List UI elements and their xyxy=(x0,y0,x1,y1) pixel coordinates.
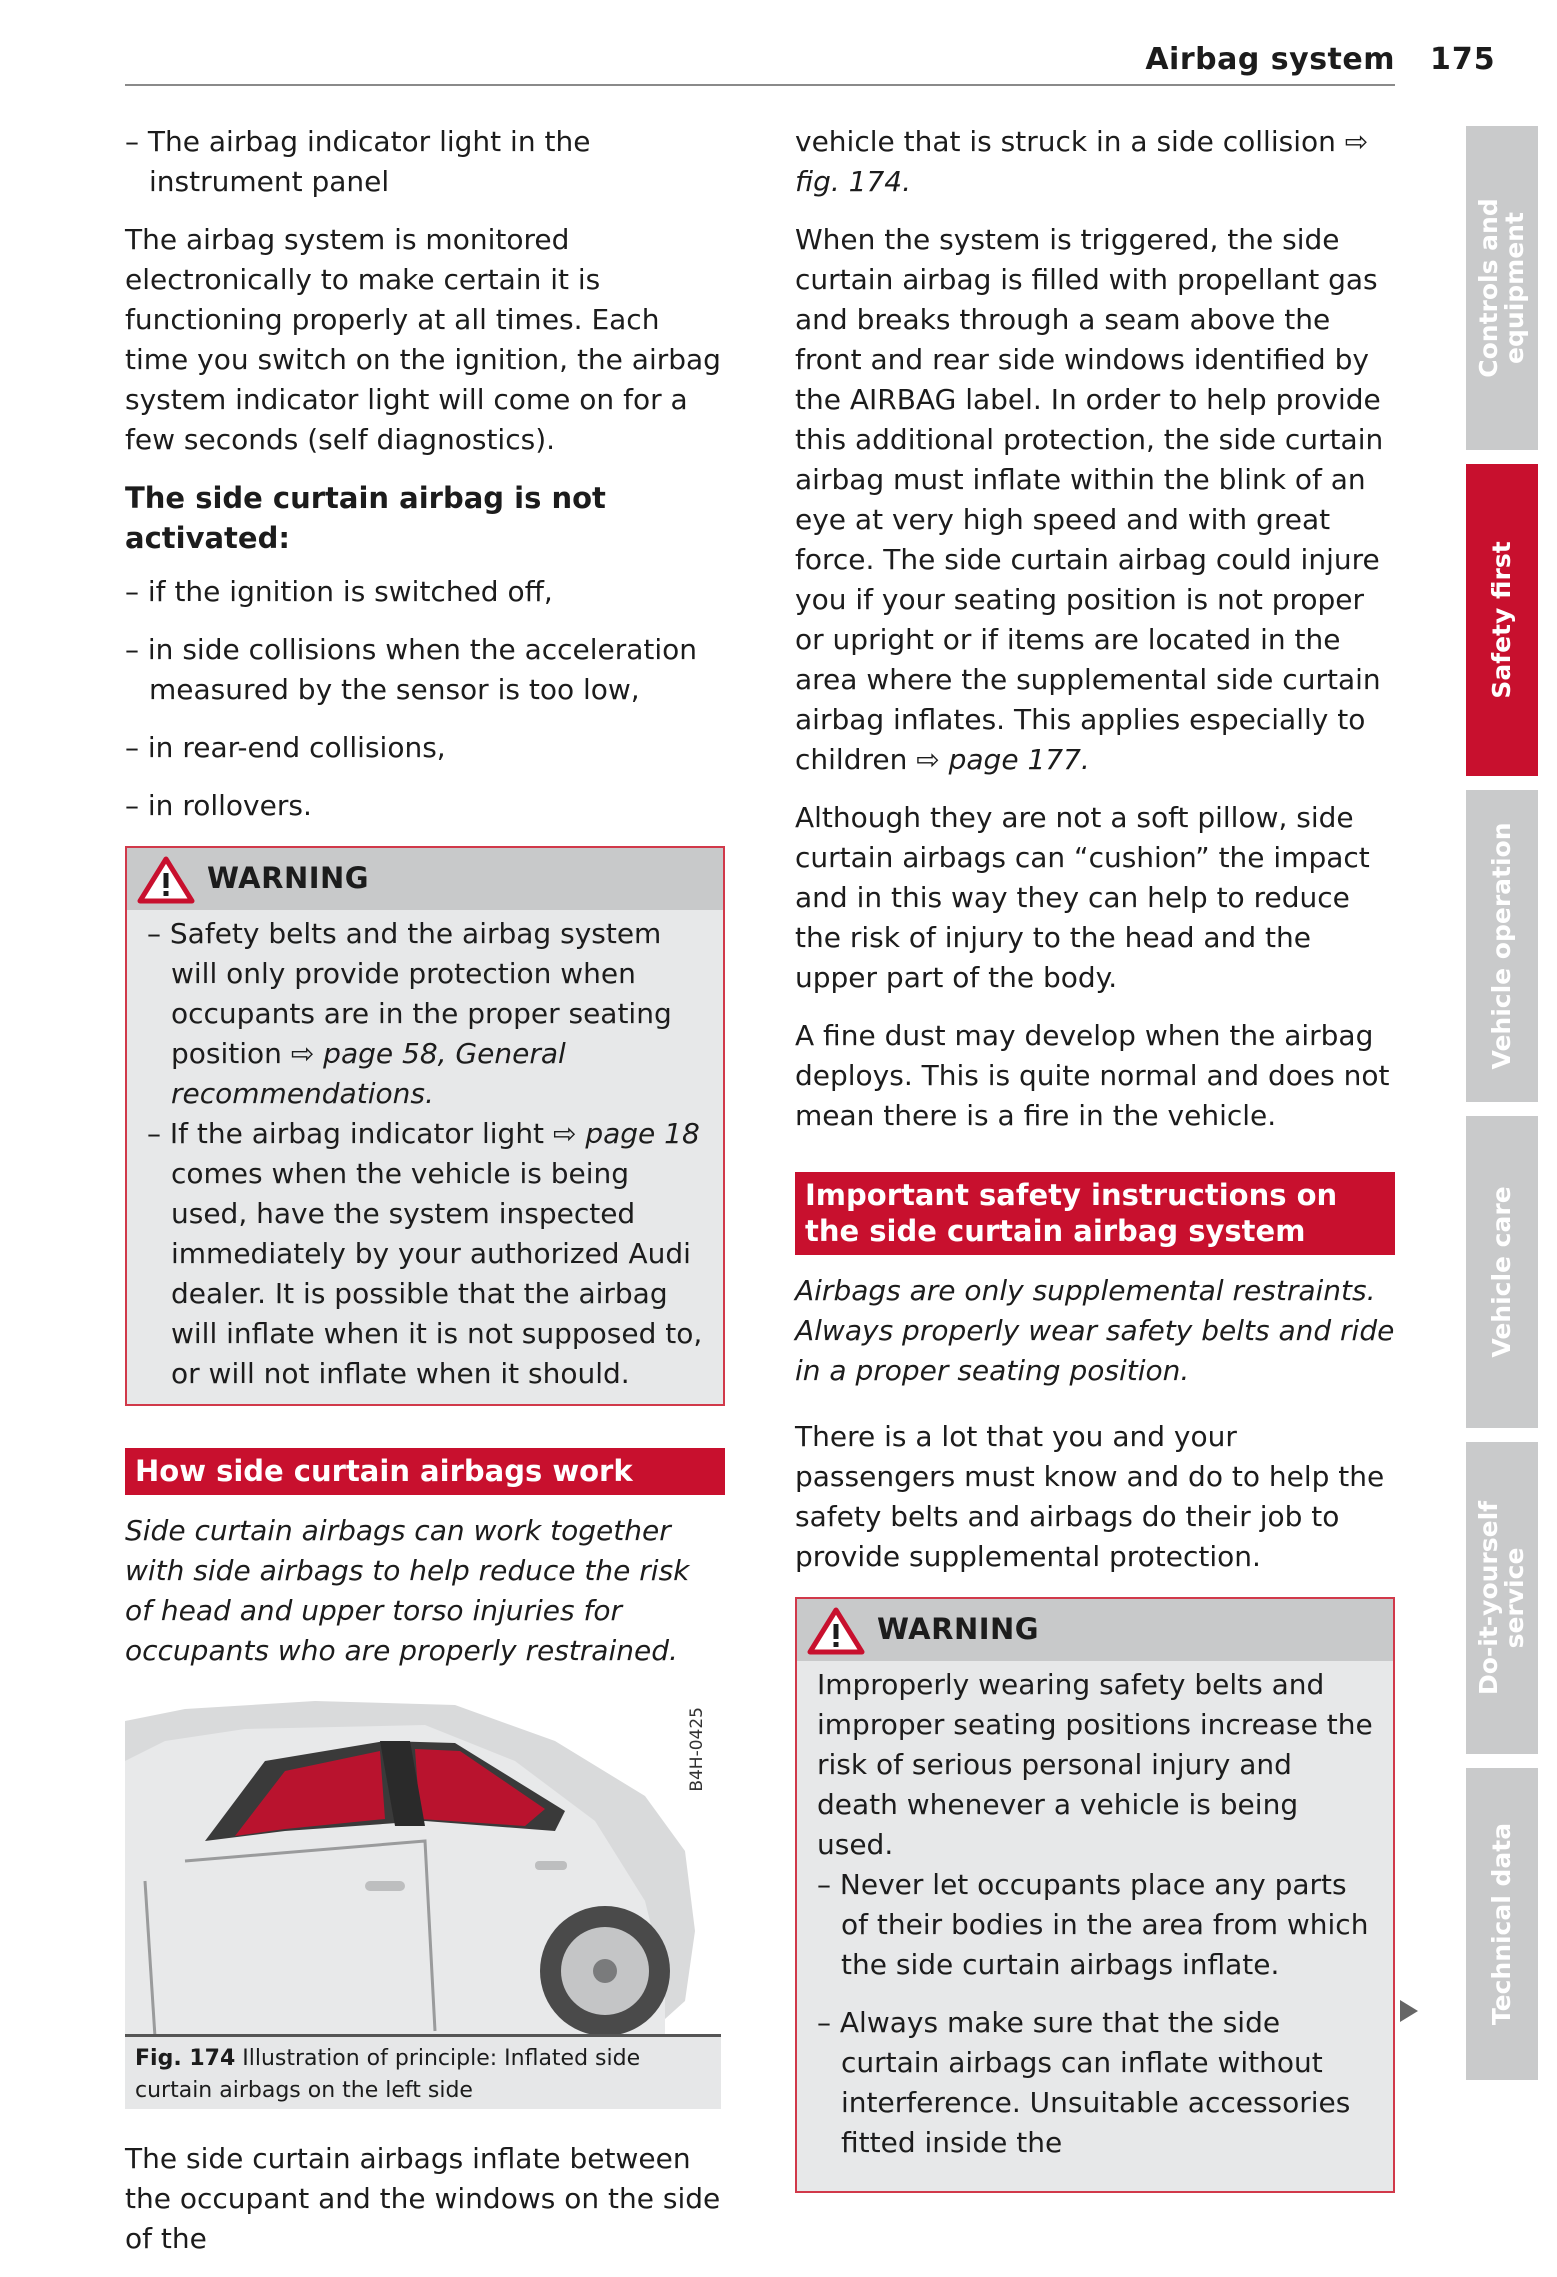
condition-item: – in rear-end collisions, xyxy=(125,728,725,768)
section-intro: Airbags are only supplemental restraints. Always properly wear safety belts and ride in a proper seating position. xyxy=(795,1274,1395,1387)
condition-item: – in rollovers. xyxy=(125,786,725,826)
tab-label: Controls and equipment xyxy=(1474,198,1529,378)
tab-do-it-yourself-service[interactable] xyxy=(1466,1442,1538,1754)
tab-label: Vehicle care xyxy=(1487,1186,1516,1358)
dust-paragraph: A fine dust may develop when the airbag deploys. This is quite normal and does not mean there is a fire in the vehicle. xyxy=(795,1019,1390,1132)
tab-controls-and-equipment[interactable] xyxy=(1466,126,1538,450)
page-number: 175 xyxy=(1430,42,1496,77)
tab-vehicle-operation[interactable] xyxy=(1466,790,1538,1102)
figure-caption-text: Illustration of principle: Inflated side curtain airbags on the left side xyxy=(135,2046,641,2103)
section-intro: Side curtain airbags can work together with side airbags to help reduce the risk of head and upper torso injuries for occupants who are properly restrained. xyxy=(125,1514,690,1667)
warning-item xyxy=(147,1114,703,1394)
passengers-paragraph: There is a lot that you and your passengers must know and do to help the safety belts and airbags do their job to provide supplemental protection. xyxy=(795,1420,1385,1573)
warning-item-text: Safety belts and the airbag system will only provide protection when occupants are in the proper seating position xyxy=(169,917,672,1070)
warning-item-text: comes when the vehicle is being used, have the system inspected immediately by your authorized Audi dealer. It is possible that the airbag will inflate when it is not supposed to, or will not inflate when it should. xyxy=(171,1157,703,1390)
warning-header xyxy=(797,1599,1393,1661)
tab-vehicle-care[interactable] xyxy=(1466,1116,1538,1428)
warning-item: – Always make sure that the side curtain airbags can inflate without interference. Unsuitable accessories fitted inside the xyxy=(817,2003,1373,2163)
page-reference-link[interactable]: ⇨ page 18 xyxy=(552,1117,700,1150)
section-heading: How side curtain airbags work xyxy=(125,1448,725,1495)
not-activated-heading: The side curtain airbag is not activated: xyxy=(125,481,606,555)
warning-title: WARNING xyxy=(877,1612,1040,1646)
warning-item xyxy=(147,914,703,1114)
tab-label: Safety first xyxy=(1487,541,1516,699)
page-header xyxy=(125,38,1395,86)
warning-triangle-icon xyxy=(137,856,195,904)
intro-list-item: – The airbag indicator light in the instrument panel xyxy=(125,122,725,202)
tab-label: Vehicle operation xyxy=(1487,822,1516,1070)
warning-intro: Improperly wearing safety belts and improper seating positions increase the risk of serious personal injury and death whenever a vehicle is being used. xyxy=(817,1668,1373,1861)
warning-item: – Never let occupants place any parts of their bodies in the area from which the side curtain airbags inflate. xyxy=(817,1865,1373,1985)
tab-label: Do-it-yourself service xyxy=(1474,1500,1529,1696)
section-heading: Important safety instructions on the side curtain airbag system xyxy=(795,1172,1395,1255)
warning-box xyxy=(795,1597,1395,2193)
warning-triangle-icon xyxy=(807,1607,865,1655)
monitoring-paragraph: The airbag system is monitored electronically to make certain it is functioning properly at all times. Each time you switch on the ignition, the airbag system indicator light will come on for a few seconds (self diagnostics). xyxy=(125,223,721,456)
chapter-title: Airbag system xyxy=(1145,42,1395,77)
figure-code: B4H-0425 xyxy=(687,1707,707,1792)
figure-reference-link[interactable]: ⇨ fig. 174. xyxy=(795,125,1369,198)
left-column xyxy=(125,122,725,2277)
tab-safety-first[interactable] xyxy=(1466,464,1538,776)
condition-item: – in side collisions when the acceleration measured by the sensor is too low, xyxy=(125,630,725,710)
right-column xyxy=(795,122,1395,2217)
tab-technical-data[interactable] xyxy=(1466,1768,1538,2080)
page-reference-link[interactable]: ⇨ page 177. xyxy=(916,743,1090,776)
figure-174 xyxy=(125,1701,721,2109)
warning-box xyxy=(125,846,725,1406)
continued-paragraph xyxy=(795,122,1395,202)
continue-arrow-icon xyxy=(1400,2000,1418,2022)
car-airbag-illustration xyxy=(125,1701,721,2037)
figure-caption xyxy=(135,2043,711,2107)
continued-text: vehicle that is struck in a side collision xyxy=(795,125,1336,158)
warning-item-text: If the airbag indicator light xyxy=(169,1117,545,1150)
tab-label: Technical data xyxy=(1487,1822,1516,2026)
warning-header xyxy=(127,848,723,910)
condition-item: – if the ignition is switched off, xyxy=(125,572,725,612)
inflate-paragraph: The side curtain airbags inflate between the occupant and the windows on the side of the xyxy=(125,2142,721,2255)
figure-label: Fig. 174 xyxy=(135,2046,236,2071)
page-reference-link[interactable]: ⇨ page 58, General recommendations. xyxy=(171,1037,566,1110)
warning-body xyxy=(797,1661,1393,2163)
trigger-text: When the system is triggered, the side curtain airbag is filled with propellant gas and breaks through a seam above the front and rear side windows identified by the AIRBAG label. In order to help provide this additional protection, the side curtain airbag must inflate within the blink of an eye at very high speed and with great force. The side curtain airbag could injure you if your seating position is not proper or upright or if items are located in the area where the supplemental side curtain airbag inflates. This applies especially to children xyxy=(795,223,1384,776)
warning-body xyxy=(127,910,723,1394)
warning-title: WARNING xyxy=(207,861,370,895)
trigger-paragraph xyxy=(795,220,1395,780)
cushion-paragraph: Although they are not a soft pillow, side curtain airbags can “cushion” the impact and in this way they can help to reduce the risk of injury to the head and the upper part of the body. xyxy=(795,801,1370,994)
